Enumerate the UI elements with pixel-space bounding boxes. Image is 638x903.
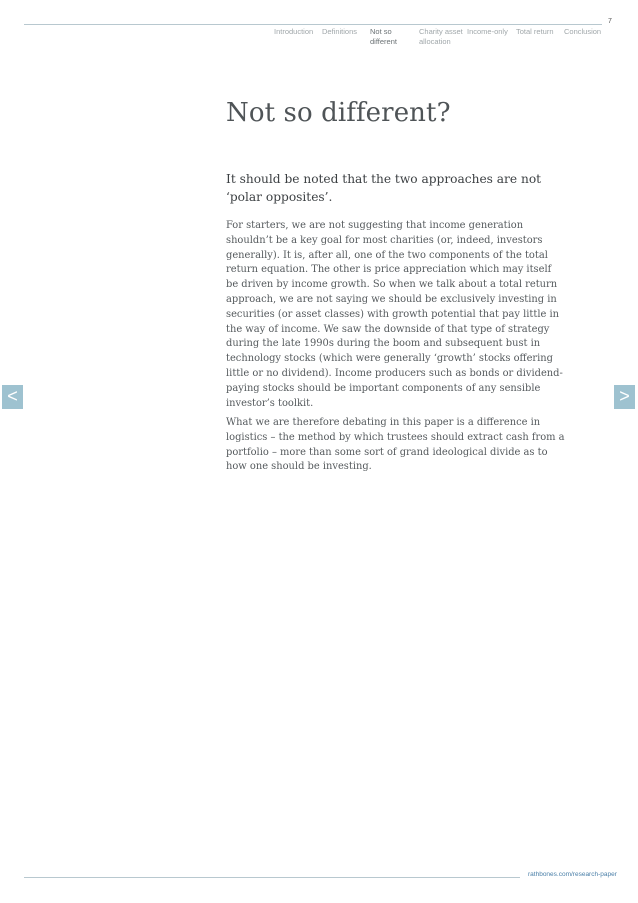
nav-income-only[interactable]: Income-only: [467, 27, 508, 36]
header-rule: [24, 24, 602, 25]
lead-paragraph: It should be noted that the two approaches are not ‘polar opposites’.: [226, 172, 542, 204]
nav-charity-asset-allocation[interactable]: [419, 27, 463, 47]
previous-page-arrow-icon[interactable]: <: [2, 385, 23, 409]
page-title: Not so different?: [226, 98, 451, 128]
nav-total-return[interactable]: Total return: [516, 27, 554, 36]
nav-not-so-different-line2: different: [370, 37, 397, 46]
nav-introduction[interactable]: Introduction: [274, 27, 314, 36]
nav-not-so-different[interactable]: [370, 27, 397, 47]
body-paragraph-1: For starters, we are not suggesting that income generation shouldn’t be a key goal for most charities (or, indeed, investors generally). It is, after all, one of the two components of the total return equation. The other is price appreciation which may itself be driven by income growth. So when we talk about a total return approach, we are not saying we should be exclusively investing in securities (or asset classes) with growth potential that pay little in the way of income. We saw the downside of that type of strategy during the late 1990s during the boom and subsequent bust in technology stocks (which were generally ‘growth’ stocks offering little or no dividend). Income producers such as bonds or dividend-paying stocks should be important components of any sensible investor’s toolkit.: [226, 220, 563, 409]
next-page-arrow-icon[interactable]: >: [614, 385, 635, 409]
footer-link[interactable]: rathbones.com/research-paper: [528, 871, 617, 878]
body-paragraph-2: What we are therefore debating in this paper is a difference in logistics – the method by which trustees should extract cash from a portfolio – more than some sort of grand ideological divide as to how one should be investing.: [226, 417, 565, 473]
nav-conclusion[interactable]: Conclusion: [564, 27, 602, 36]
footer-rule: [24, 877, 520, 878]
nav-definitions[interactable]: Definitions: [322, 27, 358, 36]
nav-not-so-different-line1: Not so: [370, 27, 392, 36]
page-number: 7: [608, 18, 612, 25]
nav-charity-line1: Charity asset: [419, 27, 463, 36]
nav-charity-line2: allocation: [419, 37, 451, 46]
